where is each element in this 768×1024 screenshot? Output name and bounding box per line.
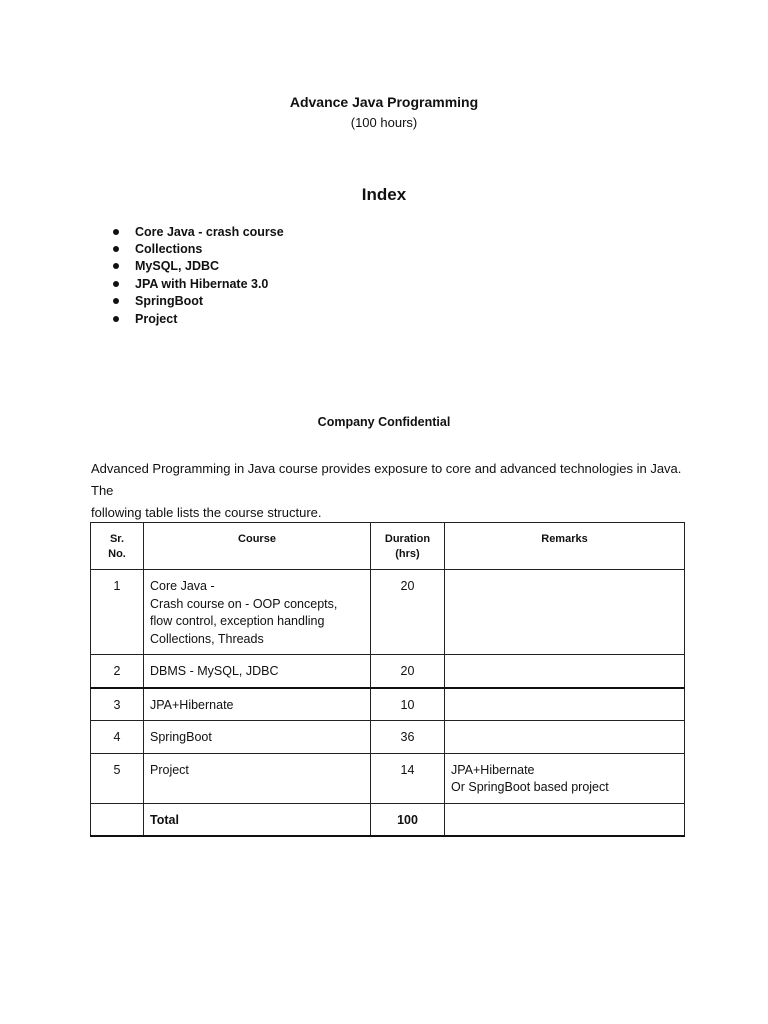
remarks-cell [445, 753, 685, 803]
bullet-icon [113, 298, 119, 304]
index-item [113, 293, 284, 310]
sr-cell [91, 570, 144, 655]
table-row [91, 688, 685, 721]
course-value [150, 570, 370, 654]
sr-cell [91, 721, 144, 754]
course-value: DBMS - MySQL, JDBC [150, 664, 279, 678]
header-sr-line1: Sr. [109, 533, 125, 545]
total-label: Total [150, 812, 179, 827]
duration-cell [371, 688, 445, 721]
header-sr-no [91, 523, 144, 570]
bullet-icon [113, 281, 119, 287]
bullet-icon [113, 316, 119, 322]
document-title: Advance Java Programming [289, 94, 479, 110]
intro-line-1: Advanced Programming in Java course provides exposure to core and advanced technologies in Java. The [91, 461, 682, 498]
remarks-cell [445, 803, 685, 836]
duration-value: 36 [400, 730, 415, 744]
sr-value: 4 [113, 730, 121, 744]
course-value: JPA+Hibernate [150, 697, 234, 712]
remarks-cell [445, 655, 685, 688]
header-duration-line1: Duration [384, 533, 431, 545]
sr-cell [91, 753, 144, 803]
header-course: Course [144, 523, 371, 570]
bullet-icon [113, 229, 119, 235]
course-line: Core Java - [150, 579, 215, 593]
remarks-value [451, 655, 684, 669]
remarks-cell [445, 570, 685, 655]
intro-line-2: following table lists the course structure. [91, 505, 322, 520]
duration-value: 20 [400, 579, 415, 593]
course-line: flow control, exception handling [150, 614, 325, 628]
bullet-icon [113, 263, 119, 269]
index-item-label: Collections [135, 242, 203, 257]
index-item [113, 275, 284, 292]
sr-value: 2 [113, 664, 121, 678]
index-item-label: JPA with Hibernate 3.0 [135, 276, 269, 291]
course-cell [144, 721, 371, 754]
index-item [113, 240, 284, 257]
sr-value: 5 [113, 762, 121, 777]
remarks-value [451, 721, 684, 735]
total-duration: 100 [397, 812, 418, 827]
course-value: SpringBoot [150, 730, 212, 744]
course-value: Project [150, 762, 189, 777]
duration-cell [371, 655, 445, 688]
remarks-line: Or SpringBoot based project [451, 780, 609, 794]
sr-cell [91, 688, 144, 721]
remarks-value [451, 570, 684, 584]
table-row [91, 655, 685, 688]
header-duration [371, 523, 445, 570]
remarks-cell [445, 721, 685, 754]
course-line: Crash course on - OOP concepts, [150, 596, 338, 611]
remarks-line: JPA+Hibernate [451, 762, 535, 777]
sr-value: 3 [113, 697, 121, 712]
course-cell [144, 688, 371, 721]
duration-value: 20 [400, 664, 415, 678]
index-item-label: SpringBoot [135, 294, 204, 309]
header-duration-line2: (hrs) [395, 548, 420, 560]
header-remarks: Remarks [445, 523, 685, 570]
index-item-label: MySQL, JDBC [135, 259, 220, 274]
course-table [90, 522, 685, 837]
sr-cell [91, 803, 144, 836]
index-item-label: Core Java - crash course [135, 224, 284, 239]
intro-paragraph [91, 458, 691, 524]
table-row [91, 753, 685, 803]
duration-value: 10 [400, 697, 415, 712]
table-header-row [91, 523, 685, 570]
index-item [113, 223, 284, 240]
course-cell [144, 655, 371, 688]
index-heading: Index [361, 185, 407, 204]
total-duration-cell [371, 803, 445, 836]
duration-cell [371, 721, 445, 754]
duration-value: 14 [400, 762, 415, 777]
index-item [113, 310, 284, 327]
header-sr-line2: No. [108, 548, 126, 560]
index-item-label: Project [135, 311, 178, 326]
total-label-cell [144, 803, 371, 836]
confidential-label: Company Confidential [317, 415, 451, 429]
course-cell [144, 753, 371, 803]
remarks-value [451, 689, 684, 703]
sr-cell [91, 655, 144, 688]
remarks-value [451, 754, 684, 803]
document-subtitle: (100 hours) [350, 115, 418, 130]
remarks-cell [445, 688, 685, 721]
index-list [113, 223, 284, 327]
table-row [91, 721, 685, 754]
table-row [91, 570, 685, 655]
duration-cell [371, 570, 445, 655]
bullet-icon [113, 246, 119, 252]
table-total-row [91, 803, 685, 836]
duration-cell [371, 753, 445, 803]
sr-value: 1 [113, 579, 121, 593]
course-cell [144, 570, 371, 655]
course-line: Collections, Threads [150, 631, 264, 646]
index-item [113, 258, 284, 275]
